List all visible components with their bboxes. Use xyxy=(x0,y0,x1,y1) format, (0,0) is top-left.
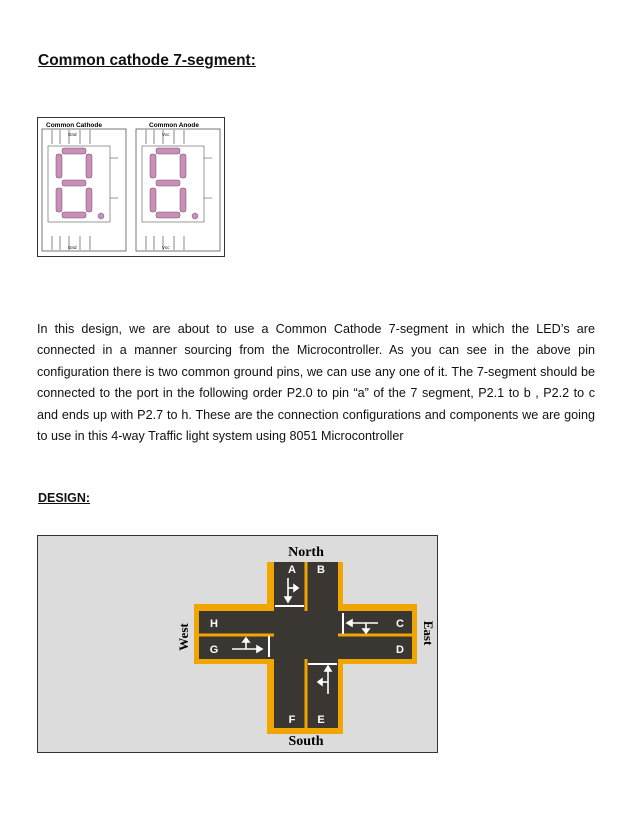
seven-segment-figure xyxy=(37,117,225,257)
anode-vcc-top: Vcc xyxy=(162,132,170,137)
lane-e-label: E xyxy=(317,714,325,726)
intersection-figure xyxy=(37,535,438,753)
lane-a-label: A xyxy=(288,564,296,576)
section-title: Common cathode 7-segment: xyxy=(38,52,256,69)
seven-segment-diagram xyxy=(38,118,224,256)
segment-c xyxy=(180,188,186,212)
segment-e xyxy=(56,188,62,212)
anode-panel xyxy=(136,129,220,251)
anode-vcc-bottom: Vcc xyxy=(162,245,170,250)
lane-c-label: C xyxy=(396,618,404,630)
segment-g xyxy=(62,180,86,186)
intersection-diagram xyxy=(38,536,437,752)
segment-b xyxy=(86,154,92,178)
segment-dp xyxy=(98,213,104,219)
north-label: North xyxy=(288,545,324,560)
cathode-gnd-bottom: Gnd xyxy=(68,245,77,250)
lane-d-label: D xyxy=(396,644,404,656)
segment-a xyxy=(62,148,86,154)
lane-h-label: H xyxy=(210,618,218,630)
lane-f-label: F xyxy=(288,714,296,726)
description-paragraph: In this design, we are about to use a Common Cathode 7-segment in which the LED’s are connected in a manner sourcing from the Microcontroller. As you can see in the above pin configuration there is two common ground pins, we can use any one of it. The 7-segment should be connected to the port in the following order P2.0 to pin “a” of the 7 segment, P2.1 to b , P2.2 to c and ends up with P2.7 to h. These are the connection configurations and components we are going to use in this 4-way Traffic light system using 8051 Microcontroller xyxy=(37,322,595,444)
segment-d xyxy=(62,212,86,218)
segment-g xyxy=(156,180,180,186)
common-anode-label: Common Anode xyxy=(149,122,199,129)
west-label: West xyxy=(176,623,191,651)
design-title: DESIGN: xyxy=(38,491,91,505)
cathode-gnd-top: Gnd xyxy=(68,132,77,137)
south-label: South xyxy=(288,734,324,749)
segment-c xyxy=(86,188,92,212)
segment-e xyxy=(150,188,156,212)
segment-b xyxy=(180,154,186,178)
cathode-panel xyxy=(42,129,126,251)
segment-f xyxy=(150,154,156,178)
lane-g-label: G xyxy=(209,644,219,656)
segment-d xyxy=(156,212,180,218)
segment-f xyxy=(56,154,62,178)
east-label: East xyxy=(421,620,436,646)
segment-a xyxy=(156,148,180,154)
lane-b-label: B xyxy=(317,564,325,576)
common-cathode-label: Common Cathode xyxy=(46,122,102,129)
segment-dp xyxy=(192,213,198,219)
